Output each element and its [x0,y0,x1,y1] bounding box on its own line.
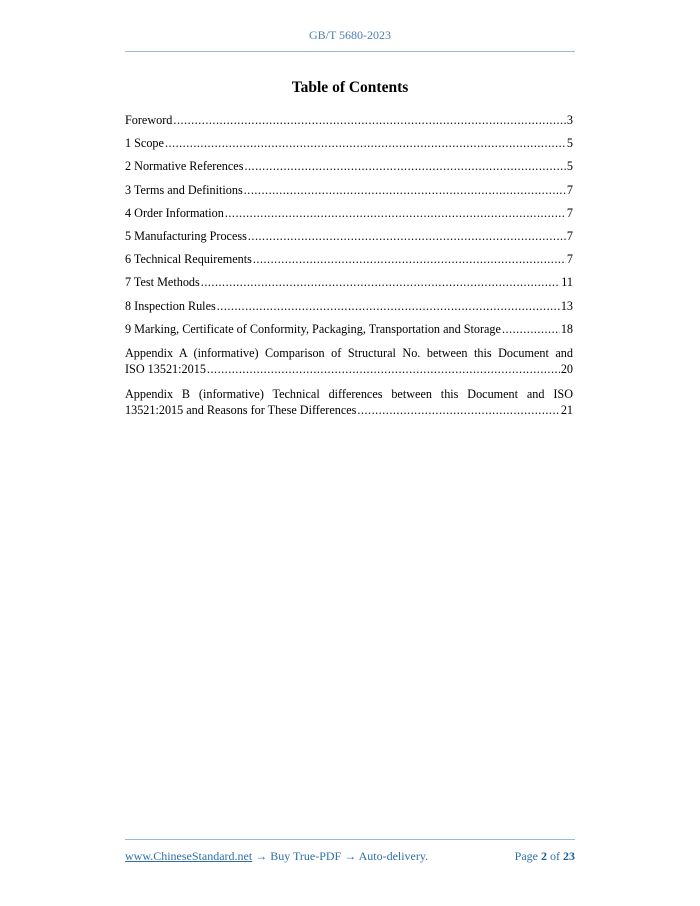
dot-leader [165,136,566,150]
toc-entry-page: 5 [566,159,573,174]
toc-entry-foreword[interactable] [125,113,573,136]
dot-leader [244,183,566,197]
toc-entry-label-cont: ISO 13521:2015 [125,361,206,376]
toc-entry-normative-references[interactable] [125,159,573,182]
dot-leader [173,113,566,127]
toc-entry-label: Foreword [125,113,173,127]
toc-entry-label: 6 Technical Requirements [125,252,252,267]
toc-entry-page: 13 [560,298,573,313]
header-divider [125,51,575,52]
toc-entry-page: 20 [560,361,573,376]
promo-text: → Buy True-PDF → Auto-delivery. [255,849,429,863]
toc-entry-label: 8 Inspection Rules [125,298,216,313]
page-total: 23 [563,849,575,863]
page-current: 2 [541,849,547,863]
dot-leader [248,229,566,243]
toc-entry-technical-requirements[interactable] [125,252,573,275]
toc-entry-page: 11 [561,275,573,290]
toc-entry-terms-definitions[interactable] [125,183,573,206]
dot-leader [225,206,566,220]
toc-entry-page: 21 [560,402,573,417]
page-footer [125,849,575,864]
running-header: GB/T 5680-2023 [308,28,392,42]
toc-entry-label: Appendix B (informative) Technical differences between this Document and ISO [125,386,573,401]
toc-entry-page: 5 [566,136,573,151]
dot-leader [201,275,560,289]
dot-leader [207,361,560,377]
toc-entry-label: Appendix A (informative) Comparison of Structural No. between this Document and [125,345,573,360]
toc-entry-manufacturing-process[interactable] [125,229,573,252]
dot-leader [244,159,565,173]
toc-entry-page: 7 [566,182,573,197]
of-word: of [550,849,560,863]
toc-entry-label: 5 Manufacturing Process [125,228,247,243]
toc-entry-label: 1 Scope [125,136,164,151]
toc-entry-page: 7 [566,228,573,243]
toc-entry-marking-packaging[interactable] [125,322,573,345]
website-link[interactable]: www.ChineseStandard.net [125,849,253,863]
table-of-contents [125,113,573,427]
toc-entry-label: 2 Normative References [125,159,244,174]
page-word: Page [514,849,538,863]
dot-leader [253,252,566,266]
toc-entry-page: 7 [566,205,573,220]
toc-entry-label: 4 Order Information [125,205,224,220]
toc-entry-page: 3 [566,113,573,127]
dot-leader [357,402,559,418]
toc-entry-page: 18 [560,321,573,336]
page-number [515,849,575,864]
dot-leader [502,322,560,336]
toc-entry-test-methods[interactable] [125,275,573,298]
footer-divider [125,839,575,840]
toc-entry-inspection-rules[interactable] [125,299,573,322]
toc-entry-page: 7 [566,252,573,267]
toc-entry-scope[interactable] [125,136,573,159]
dot-leader [217,299,560,313]
toc-entry-label: 7 Test Methods [125,275,200,290]
toc-entry-appendix-b[interactable] [125,386,573,418]
toc-entry-appendix-a[interactable] [125,345,573,377]
toc-entry-label-cont: 13521:2015 and Reasons for These Differences [125,402,357,417]
toc-entry-label: 3 Terms and Definitions [125,182,243,197]
toc-entry-label: 9 Marking, Certificate of Conformity, Packaging, Transportation and Storage [125,321,501,336]
footer-promo [125,849,428,864]
toc-title: Table of Contents [291,79,409,96]
toc-entry-order-information[interactable] [125,206,573,229]
